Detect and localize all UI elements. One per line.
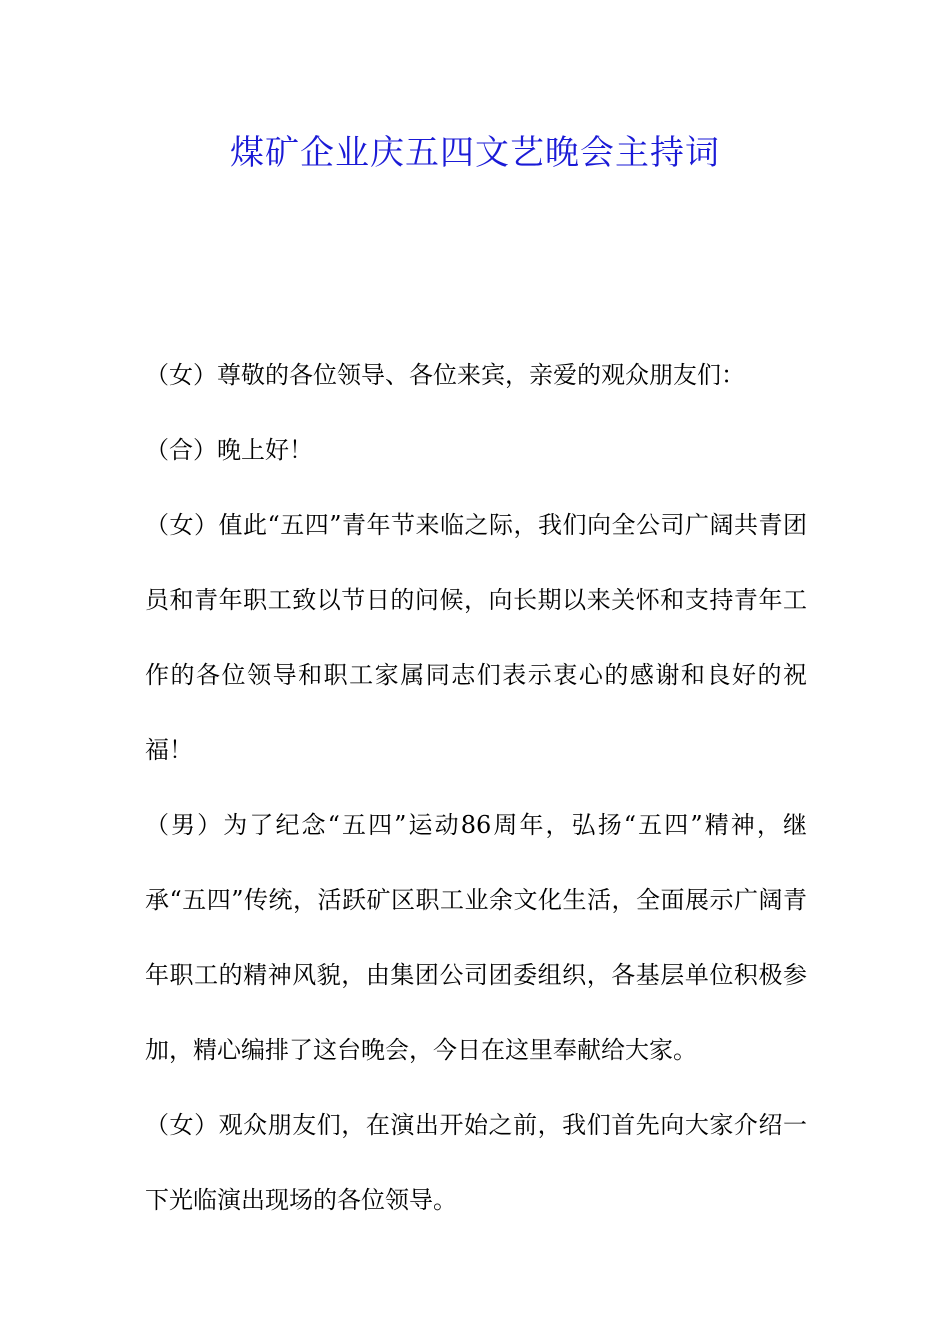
document-body xyxy=(145,338,807,1238)
document-title: 煤矿企业庆五四文艺晚会主持词 xyxy=(230,133,720,173)
paragraph-female-introduction: （女）观众朋友们，在演出开始之前，我们首先向大家介绍一下光临演出现场的各位领导。 xyxy=(145,1111,807,1214)
paragraph-female-greeting: （女）尊敬的各位领导、各位来宾，亲爱的观众朋友们： xyxy=(145,361,745,389)
paragraph-female-holiday-greeting: （女）值此“五四”青年节来临之际，我们向全公司广阔共青团员和青年职工致以节日的问候，向长期以来关怀和支持青年工作的各位领导和职工家属同志们表示衷心的感谢和良好的祝福！ xyxy=(145,511,807,764)
paragraph-together-good-evening: （合）晚上好！ xyxy=(145,436,313,464)
paragraph-male-commemoration: （男）为了纪念“五四”运动86周年，弘扬“五四”精神，继承“五四”传统，活跃矿区职工业余文化生活，全面展示广阔青年职工的精神风貌，由集团公司团委组织，各基层单位积极参加，精心编排了这台晚会，今日在这里奉献给大家。 xyxy=(145,811,807,1064)
